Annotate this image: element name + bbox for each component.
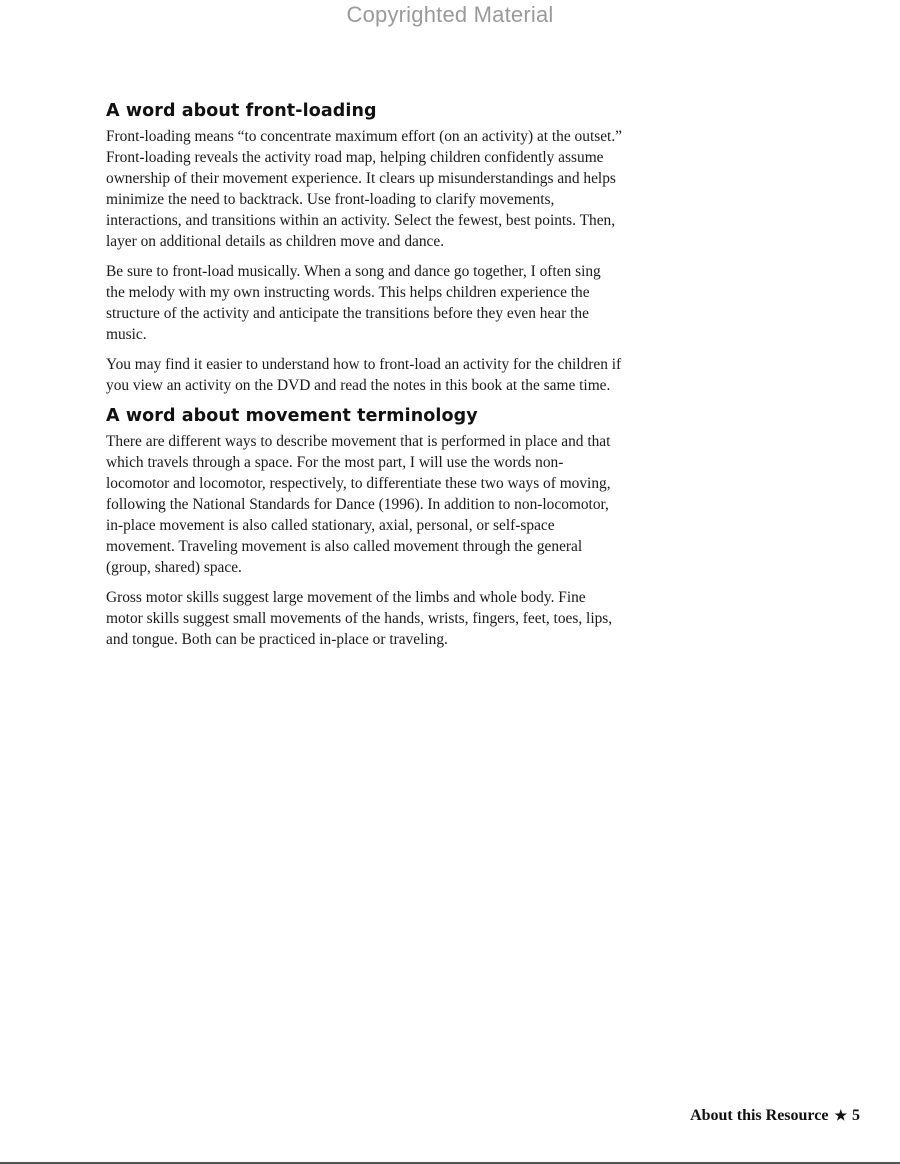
copyright-watermark: Copyrighted Material	[346, 2, 554, 27]
paragraph: You may find it easier to understand how to front-load an activity for the children if you view an activity on the DVD and read the notes in this book at the same time.	[106, 356, 622, 394]
footer-section-title: About this Resource	[690, 1107, 829, 1124]
section-heading: A word about movement terminology	[106, 406, 478, 426]
page-body	[106, 100, 622, 659]
section-front-loading	[106, 100, 622, 396]
star-icon: ★	[834, 1109, 847, 1124]
page-footer	[690, 1107, 860, 1125]
paragraph: Be sure to front-load musically. When a song and dance go together, I often sing the melody with my own instructing words. This helps children experience the structure of the activity and anticipate the transitions before they even hear the music.	[106, 263, 601, 343]
section-heading: A word about front-loading	[106, 101, 377, 121]
page-number: 5	[852, 1107, 860, 1124]
paragraph: Gross motor skills suggest large movement of the limbs and whole body. Fine motor skills suggest small movements of the hands, wrists, fingers, feet, toes, lips, and tongue. Both can be practiced in-place or traveling.	[106, 589, 613, 648]
paragraph: There are different ways to describe movement that is performed in place and that which travels through a space. For the most part, I will use the words non-locomotor and locomotor, respectively, to differentiate these two ways of moving, following the National Standards for Dance (1996). In addition to non-locomotor, in-place movement is also called stationary, axial, personal, or self-space movement. Traveling movement is also called movement through the general (group, shared) space.	[106, 433, 611, 576]
paragraph: Front-loading means “to concentrate maximum effort (on an activity) at the outset.” Front-loading reveals the activity road map, helping children confidently assume ownership of their movement experience. It clears up misunderstandings and helps minimize the need to backtrack. Use front-loading to clarify movements, interactions, and transitions within an activity. Select the fewest, best points. Then, layer on additional details as children move and dance.	[106, 128, 622, 250]
section-movement-terminology	[106, 405, 622, 650]
